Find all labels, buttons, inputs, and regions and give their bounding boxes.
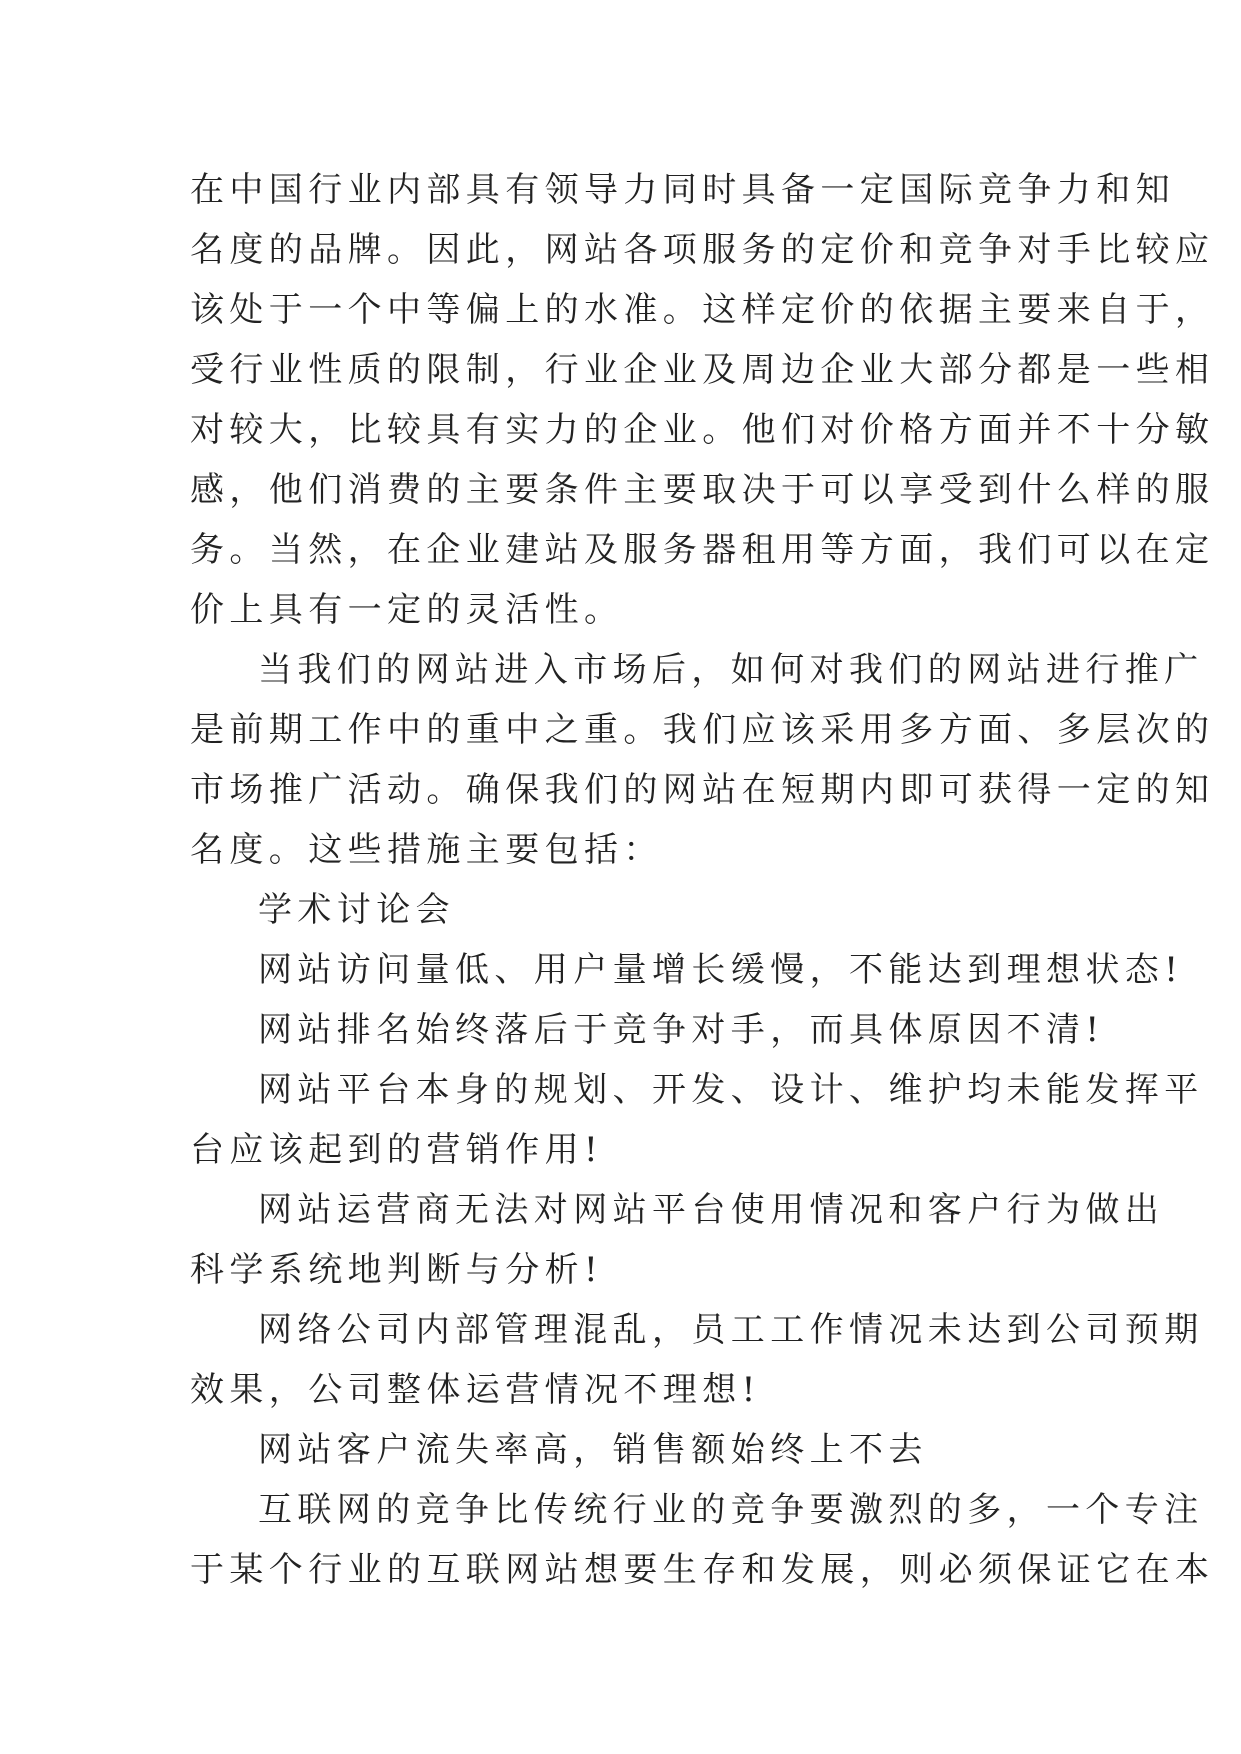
- text-line: 市场推广活动。确保我们的网站在短期内即可获得一定的知: [190, 770, 1215, 810]
- document-body: [190, 160, 1215, 1600]
- text-line: 学术讨论会: [258, 890, 455, 930]
- text-line: 科学系统地判断与分析!: [190, 1250, 604, 1290]
- text-line: 于某个行业的互联网站想要生存和发展，则必须保证它在本: [190, 1550, 1215, 1590]
- paragraph-item-management: [190, 1300, 1204, 1420]
- paragraph-item-analysis: [190, 1180, 1165, 1300]
- paragraph-promotion: [190, 640, 1215, 880]
- text-line: 台应该起到的营销作用!: [190, 1130, 604, 1170]
- paragraph-item-seminar: [190, 880, 1070, 940]
- text-line: 在中国行业内部具有领导力同时具备一定国际竞争力和知: [190, 170, 1175, 210]
- text-line: 网站运营商无法对网站平台使用情况和客户行为做出: [258, 1190, 1165, 1230]
- paragraph-item-ranking: [190, 1000, 1105, 1060]
- text-line: 效果，公司整体运营情况不理想!: [190, 1370, 761, 1410]
- text-line: 网站排名始终落后于竞争对手，而具体原因不清!: [258, 1010, 1105, 1050]
- text-line: 价上具有一定的灵活性。: [190, 590, 624, 630]
- text-line: 务。当然，在企业建站及服务器租用等方面，我们可以在定: [190, 530, 1215, 570]
- paragraph-item-platform: [190, 1060, 1204, 1180]
- text-line: 对较大，比较具有实力的企业。他们对价格方面并不十分敏: [190, 410, 1215, 450]
- text-line: 名度。这些措施主要包括：: [190, 830, 663, 870]
- paragraph-competition: [190, 1480, 1215, 1600]
- text-line: 网络公司内部管理混乱，员工工作情况未达到公司预期: [258, 1310, 1204, 1350]
- text-line: 名度的品牌。因此，网站各项服务的定价和竞争对手比较应: [190, 230, 1215, 270]
- text-line: 是前期工作中的重中之重。我们应该采用多方面、多层次的: [190, 710, 1215, 750]
- text-line: 当我们的网站进入市场后，如何对我们的网站进行推广: [258, 650, 1204, 690]
- text-line: 感，他们消费的主要条件主要取决于可以享受到什么样的服: [190, 470, 1215, 510]
- text-line: 该处于一个中等偏上的水准。这样定价的依据主要来自于，: [190, 290, 1215, 330]
- text-line: 受行业性质的限制，行业企业及周边企业大部分都是一些相: [190, 350, 1215, 390]
- paragraph-item-traffic: [190, 940, 1184, 1000]
- text-line: 网站平台本身的规划、开发、设计、维护均未能发挥平: [258, 1070, 1204, 1110]
- paragraph-pricing: [190, 160, 1215, 640]
- paragraph-item-churn: [190, 1420, 1070, 1480]
- text-line: 网站客户流失率高，销售额始终上不去: [258, 1430, 928, 1470]
- text-line: 互联网的竞争比传统行业的竞争要激烈的多，一个专注: [258, 1490, 1204, 1530]
- text-line: 网站访问量低、用户量增长缓慢，不能达到理想状态!: [258, 950, 1184, 990]
